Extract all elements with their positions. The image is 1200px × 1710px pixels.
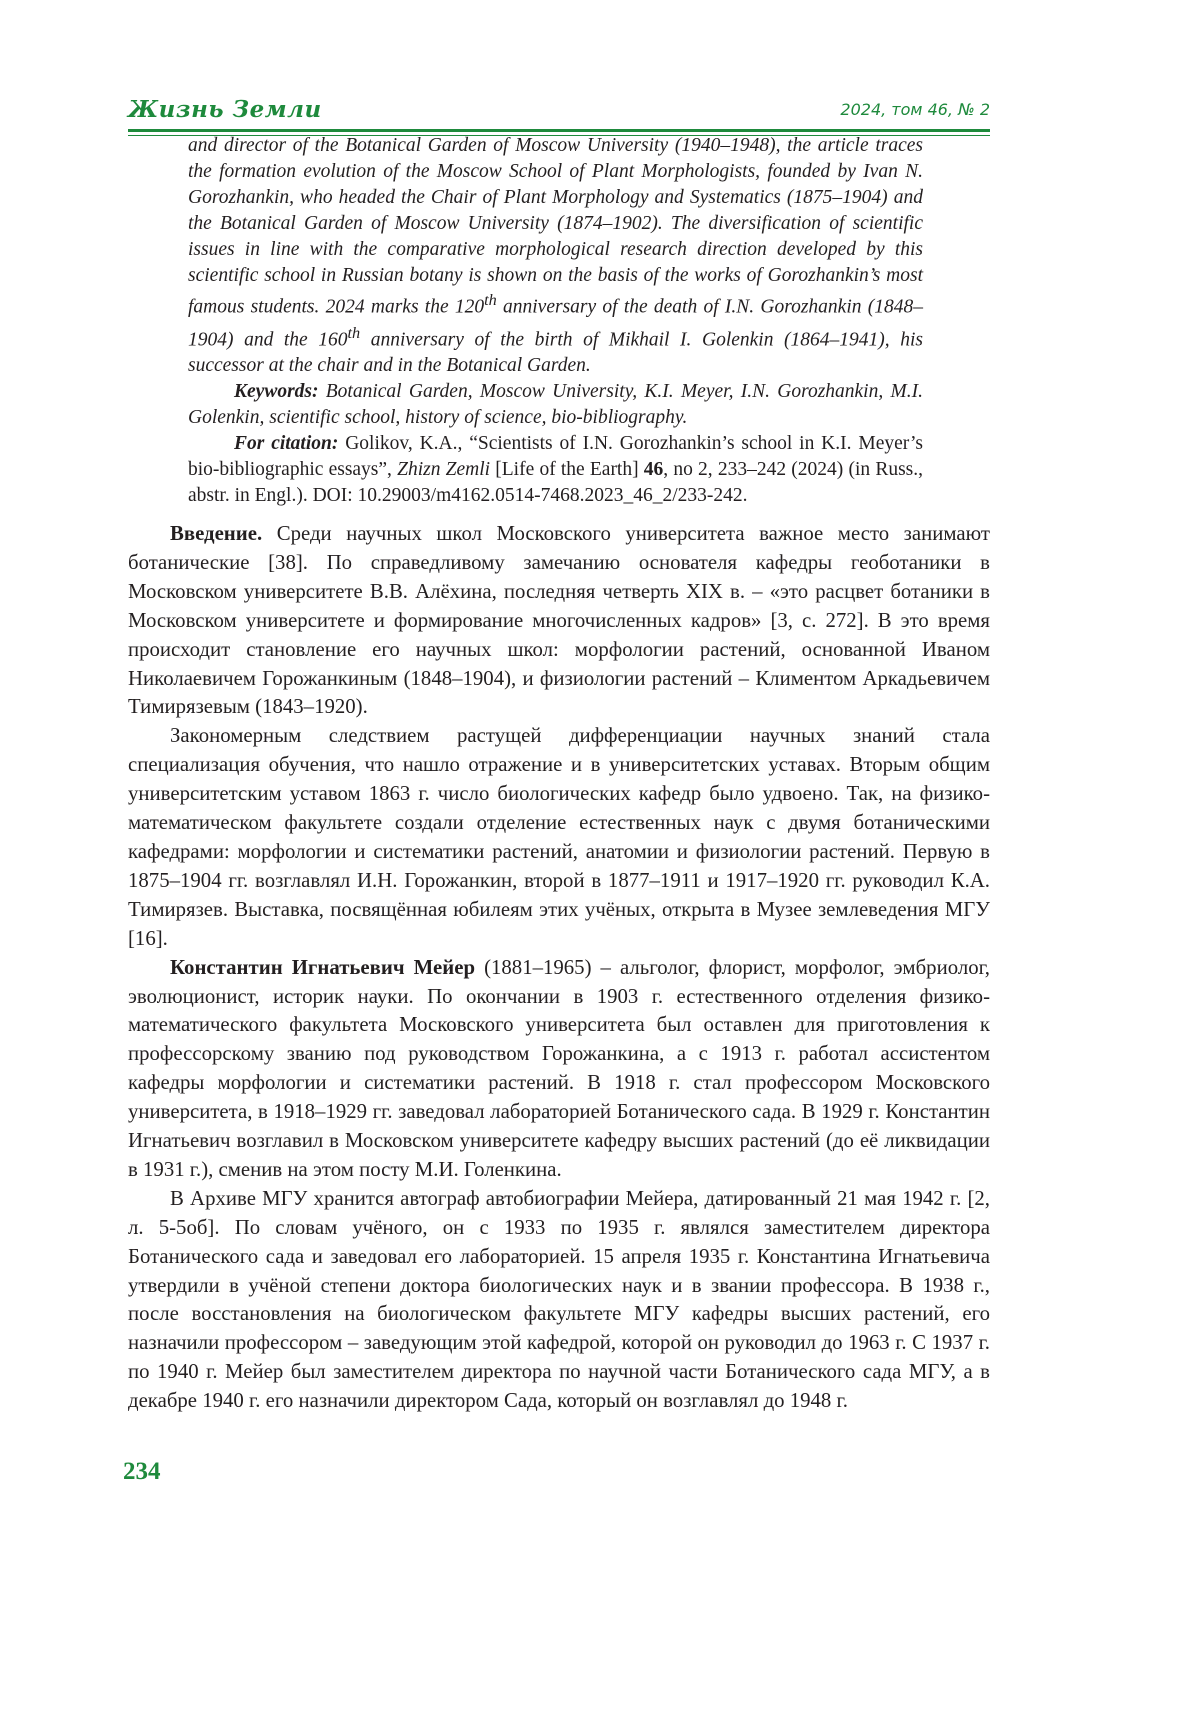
- english-abstract: [188, 133, 923, 509]
- abstract-text: and director of the Botanical Garden of Moscow University (1940–1948), the article traces the formation evolution of the Moscow School of Plant Morphologists, founded by Ivan N. Gorozhankin, who headed the Chair of Plant Morphology and Systematics (1875–1904) and the Botanical Garden of Moscow University (1874–1902). The diversification of scientific issues in line with the comparative morphological research direction developed by this scientific school in Russian botany is shown on the basis of the works of Gorozhankin’s most famous students. 2024 marks the 120th anniversary of the death of I.N. Gorozhankin (1848–1904) and the 160th anniversary of the birth of Mikhail I. Golenkin (1864–1941), his successor at the chair and in the Botanical Garden.: [188, 135, 923, 377]
- page-number: 234: [123, 1458, 161, 1485]
- paragraph-meyer: Константин Игнатьевич Мейер (1881–1965) – альголог, флорист, морфолог, эмбриолог, эволюционист, историк науки. По окончании в 1903 г. естественного отделения физико-математического факультета Московского университета был оставлен для приготовления к профессорскому званию под руководством Горожанкина, а с 1913 г. работал ассистентом кафедры морфологии и систематики растений. В 1918 г. стал профессором Московского университета, в 1918–1929 гг. заведовал лабораторией Ботанического сада. В 1929 г. Константин Игнатьевич возглавил в Московском университете кафедру высших растений (до её ликвидации в 1931 г.), сменив на этом посту М.И. Голенкина.: [128, 955, 990, 1181]
- keywords-label: Keywords:: [234, 381, 319, 403]
- header-rule-thick: [128, 129, 990, 132]
- issue-info: 2024, том 46, № 2: [840, 100, 990, 119]
- paragraph: В Архиве МГУ хранится автограф автобиографии Мейера, датированный 21 мая 1942 г. [2, л. 5-5об]. По словам учёного, он с 1933 по 1935 г. являлся заместителем директора Ботанического сада и заведовал его лабораторией. 15 апреля 1935 г. Константина Игнатьевича утвердили в учёной степени доктора биологических наук и в звании профессора. В 1938 г., после восстановления на биологическом факультете МГУ кафедры высших растений, его назначили профессором – заведующим этой кафедрой, которой он руководил до 1963 г. С 1937 г. по 1940 г. Мейер был заместителем директора по научной части Ботанического сада МГУ, а в декабре 1940 г. его назначили директором Сада, который он возглавлял до 1948 г.: [128, 1186, 990, 1413]
- journal-logo: Жизнь Земли: [128, 96, 322, 123]
- person-name: Константин Игнатьевич Мейер: [170, 955, 476, 979]
- article-body: [128, 520, 990, 1416]
- citation: For citation: Golikov, K.A., “Scientists of I.N. Gorozhankin’s school in K.I. Meyer’s bio-bibliographic essays”, Zhizn Zemli [Life of the Earth] 46, no 2, 233–242 (2024) (in Russ., abstr. in Engl.). DOI: 10.29003/m4162.0514-7468.2023_46_2/233-242.: [188, 432, 923, 506]
- running-header: [128, 96, 990, 126]
- section-heading: Введение.: [170, 522, 263, 545]
- citation-label: For citation:: [234, 432, 339, 454]
- paragraph: Закономерным следствием растущей дифференциации научных знаний стала специализация обучения, что нашло отражение и в университетских уставах. Вторым общим университетским уставом 1863 г. число биологических кафедр было удвоено. Так, на физико-математическом факультете создали отделение естественных наук с двумя ботаническими кафедрами: морфологии и систематики растений, анатомии и физиологии растений. Первую в 1875–1904 гг. возглавлял И.Н. Горожанкин, второй в 1877–1911 и 1917–1920 гг. руководил К.А. Тимирязев. Выставка, посвящённая юбилеям этих учёных, открыта в Музее землеведения МГУ [16].: [128, 724, 990, 950]
- paragraph-introduction: Введение. Среди научных школ Московского университета важное место занимают ботанические [38]. По справедливому замечанию основателя кафедры геоботаники в Московском университете В.В. Алёхина, последняя четверть XIX в. – «это расцвет ботаники в Московском университете и формирование многочисленных кадров» [3, с. 272]. В это время происходит становление его научных школ: морфологии растений, основанной Иваном Николаевичем Горожанкиным (1848–1904), и физиологии растений – Климентом Аркадьевичем Тимирязевым (1843–1920).: [128, 522, 990, 719]
- citation-volume: 46: [643, 458, 664, 480]
- keywords-text: Botanical Garden, Moscow University, K.I. Meyer, I.N. Gorozhankin, M.I. Golenkin, scientific school, history of science, bio-bibliography.: [188, 381, 923, 429]
- citation-journal: Zhizn Zemli: [397, 458, 491, 480]
- keywords: [188, 379, 923, 431]
